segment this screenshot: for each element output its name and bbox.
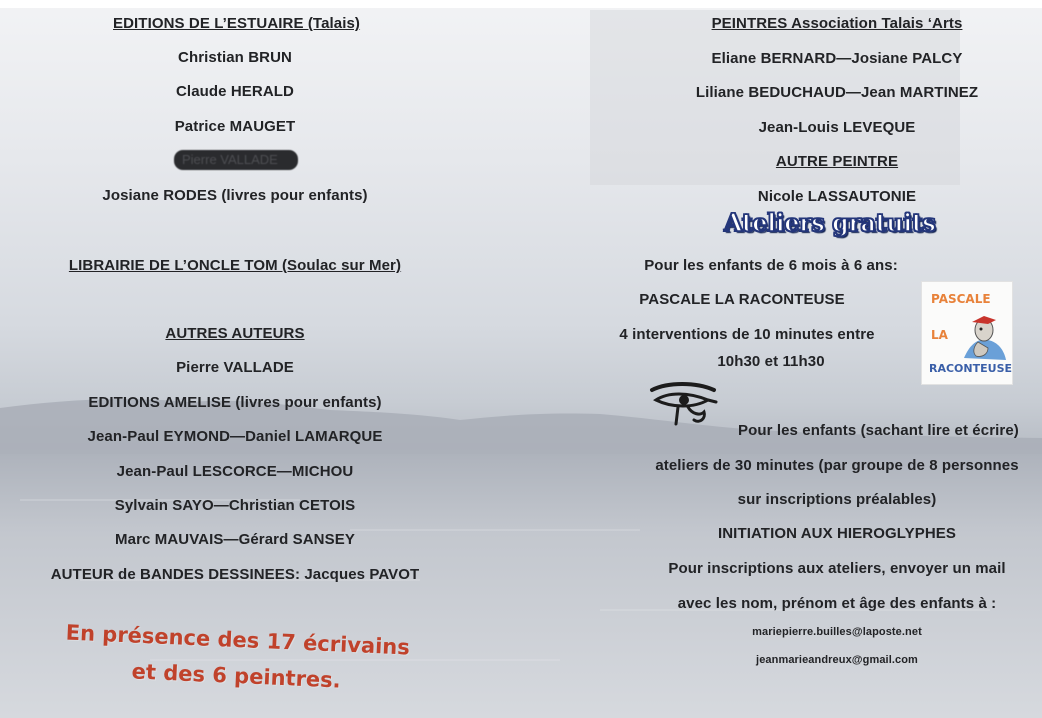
editions-amelise: EDITIONS AMELISE (livres pour enfants) <box>88 394 382 411</box>
authors-eymond-lamarque: Jean-Paul EYMOND—Daniel LAMARQUE <box>87 428 383 445</box>
authors-sayo-cetois: Sylvain SAYO—Christian CETOIS <box>114 497 356 514</box>
author-christian-brun: Christian BRUN <box>178 49 292 66</box>
interventions-line-1: 4 interventions de 10 minutes entre <box>619 326 875 343</box>
interventions-line-2: 10h30 et 11h30 <box>717 353 825 370</box>
painters-bernard-palcy: Eliane BERNARD—Josiane PALCY <box>711 50 963 67</box>
author-patrice-mauget: Patrice MAUGET <box>174 118 296 135</box>
logo-word-pascale: PASCALE <box>931 292 991 306</box>
presence-line-2: et des 6 peintres. <box>131 659 342 693</box>
author-pierre-vallade: Pierre VALLADE <box>176 359 294 376</box>
storyteller-logo-icon <box>958 308 1008 364</box>
heading-peintres: PEINTRES Association Talais ‘Arts <box>711 15 963 32</box>
heading-editions-estuaire: EDITIONS DE L’ESTUAIRE (Talais) <box>113 15 361 32</box>
eye-of-horus-icon <box>648 380 718 428</box>
heading-autres-auteurs: AUTRES AUTEURS <box>165 325 305 342</box>
heading-librairie: LIBRAIRIE DE L’ONCLE TOM (Soulac sur Mer) <box>68 257 402 274</box>
author-claude-herald: Claude HERALD <box>176 83 294 100</box>
logo-word-la: LA <box>931 328 948 342</box>
presence-tagline <box>61 614 414 701</box>
ateliers-gratuits-title: Ateliers gratuits <box>724 208 936 237</box>
redacted-name <box>174 150 298 170</box>
toddlers-line: Pour les enfants de 6 mois à 6 ans: <box>644 257 898 274</box>
authors-mauvais-sansey: Marc MAUVAIS—Gérard SANSEY <box>115 531 355 548</box>
logo-word-raconteuse: RACONTEUSE <box>929 362 1012 375</box>
authors-lescorce-michou: Jean-Paul LESCORCE—MICHOU <box>116 463 354 480</box>
top-border <box>0 0 1042 8</box>
mail-instructions-1: Pour inscriptions aux ateliers, envoyer un mail <box>668 560 1006 577</box>
painter-leveque: Jean-Louis LEVEQUE <box>758 119 916 136</box>
mail-instructions-2: avec les nom, prénom et âge des enfants à : <box>677 595 997 612</box>
email-mariepierre[interactable]: mariepierre.builles@laposte.net <box>752 626 922 638</box>
workshops-line: ateliers de 30 minutes (par groupe de 8 personnes <box>655 457 1019 474</box>
painter-lassautonie: Nicole LASSAUTONIE <box>757 188 917 205</box>
email-jeanmarie[interactable]: jeanmarieandreux@gmail.com <box>756 654 918 666</box>
inscriptions-line: sur inscriptions préalables) <box>737 491 937 508</box>
author-bd-pavot: AUTEUR de BANDES DESSINEES: Jacques PAVOT <box>50 566 420 583</box>
kids-readers-line: Pour les enfants (sachant lire et écrire) <box>738 422 1019 439</box>
hieroglyphes-heading: INITIATION AUX HIEROGLYPHES <box>717 525 956 542</box>
author-josiane-rodes: Josiane RODES (livres pour enfants) <box>102 187 368 204</box>
heading-autre-peintre: AUTRE PEINTRE <box>775 153 899 170</box>
redacted-name-text: Pierre VALLADE <box>182 152 278 167</box>
painters-beduchaud-martinez: Liliane BEDUCHAUD—Jean MARTINEZ <box>695 84 979 101</box>
pascale-raconteuse: PASCALE LA RACONTEUSE <box>639 291 845 308</box>
presence-line-1: En présence des 17 écrivains <box>65 620 411 660</box>
pascale-raconteuse-logo <box>921 281 1013 385</box>
